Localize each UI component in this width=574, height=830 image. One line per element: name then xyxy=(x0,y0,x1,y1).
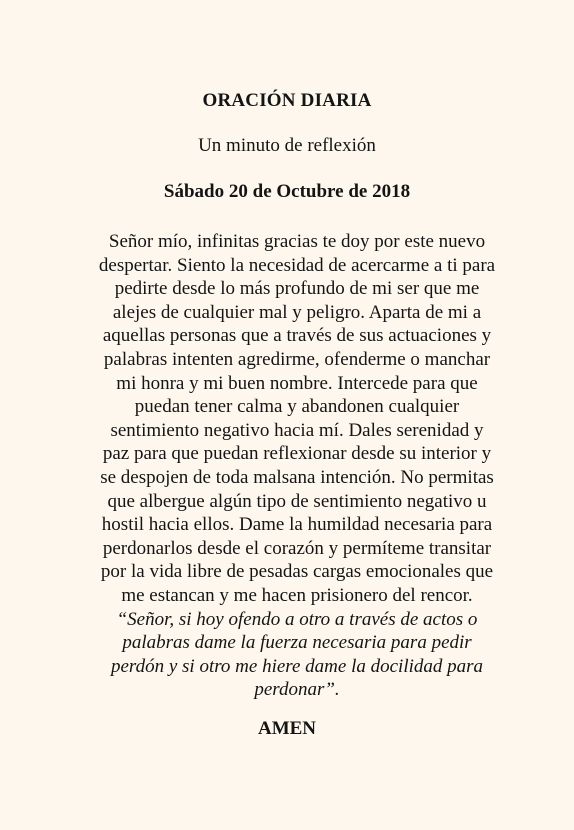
prayer-line: despertar. Siento la necesidad de acercarme a ti para xyxy=(98,254,496,276)
prayer-line: sentimiento negativo hacia mí. Dales serenidad y xyxy=(110,419,484,441)
prayer-date: Sábado 20 de Octubre de 2018 xyxy=(163,181,411,202)
prayer-line: aquellas personas que a través de sus actuaciones y xyxy=(102,325,492,347)
quote-line: perdón y si otro me hiere dame la docilidad para xyxy=(110,655,484,677)
prayer-line: alejes de cualquier mal y peligro. Aparta de mi a xyxy=(112,301,482,323)
quote-line: perdonar”. xyxy=(254,679,340,701)
prayer-line: se despojen de toda malsana intención. No permitas xyxy=(100,466,494,488)
closing-amen: AMEN xyxy=(257,718,317,739)
quote-line: “Señor, si hoy ofendo a otro a través de actos o xyxy=(116,608,478,630)
prayer-line: puedan tener calma y abandonen cualquier xyxy=(134,396,460,418)
prayer-line: Señor mío, infinitas gracias te doy por este nuevo xyxy=(108,231,486,252)
prayer-body xyxy=(80,230,514,702)
page-title: ORACIÓN DIARIA xyxy=(202,90,372,111)
page-subtitle: Un minuto de reflexión xyxy=(198,135,376,156)
prayer-line: hostil hacia ellos. Dame la humildad necesaria para xyxy=(101,514,493,536)
prayer-line: mi honra y mi buen nombre. Intercede para que xyxy=(116,372,478,394)
prayer-line: pedirte desde lo más profundo de mi ser que me xyxy=(114,278,480,300)
prayer-line: que albergue algún tipo de sentimiento negativo u xyxy=(107,490,487,512)
quote-line: palabras dame la fuerza necesaria para pedir xyxy=(122,632,472,654)
prayer-line: me estancan y me hacen prisionero del rencor. xyxy=(121,584,473,606)
prayer-line: palabras intenten agredirme, ofenderme o manchar xyxy=(103,348,491,370)
prayer-line: perdonarlos desde el corazón y permíteme transitar xyxy=(102,537,492,559)
prayer-line: paz para que puedan reflexionar desde su interior y xyxy=(102,443,492,465)
prayer-line: por la vida libre de pesadas cargas emocionales que xyxy=(100,561,494,583)
